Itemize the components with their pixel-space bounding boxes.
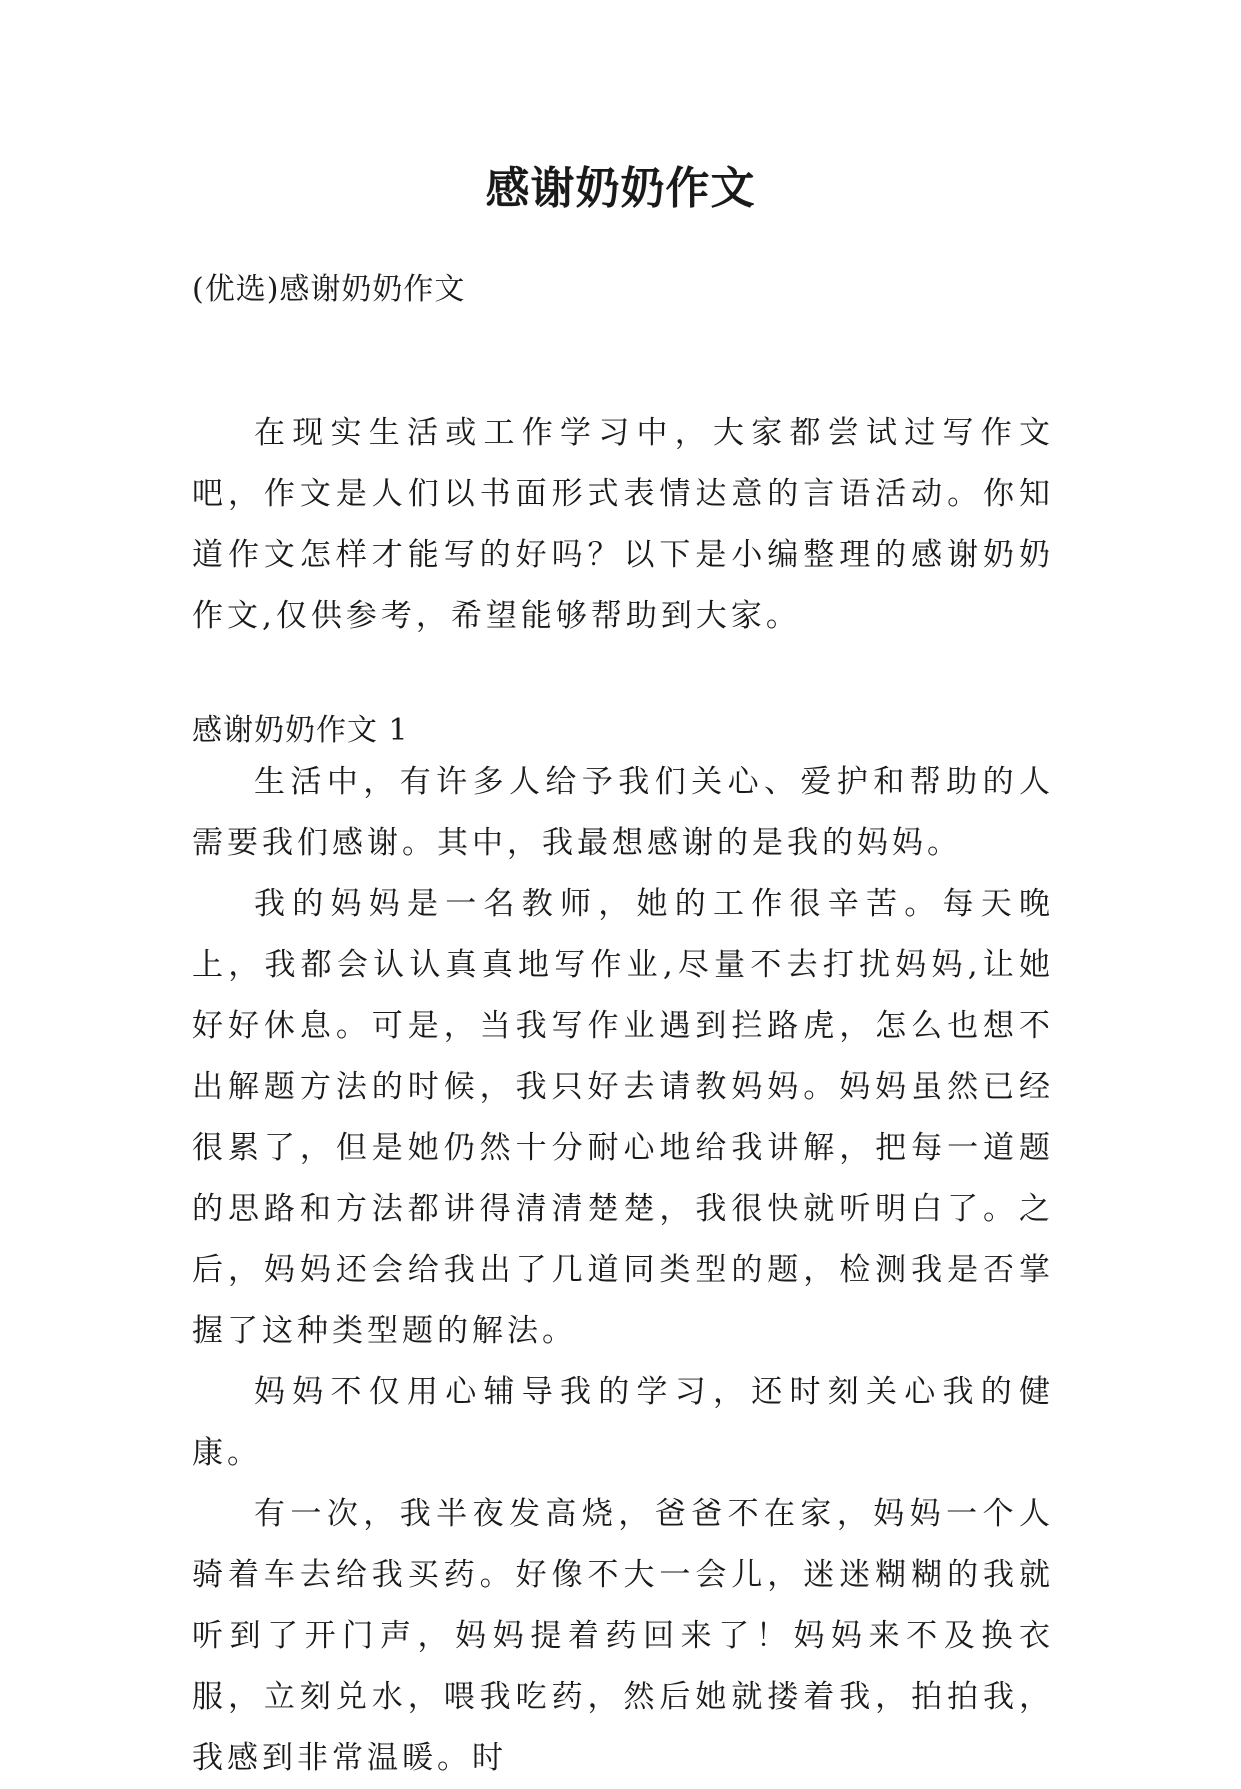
- story-paragraph: 妈妈不仅用心辅导我的学习，还时刻关心我的健康。: [192, 1374, 1054, 1471]
- story-body: [192, 752, 1054, 1789]
- story-paragraph: 有一次，我半夜发高烧，爸爸不在家，妈妈一个人骑着车去给我买药。好像不大一会儿，迷迷糊糊的我就听到了开门声，妈妈提着药回来了！妈妈来不及换衣服，立刻兑水，喂我吃药，然后她就搂着我，拍拍我，我感到非常温暖。时: [192, 1496, 1054, 1776]
- section-heading: 感谢奶奶作文 1: [192, 713, 409, 748]
- intro-paragraph: 在现实生活或工作学习中，大家都尝试过写作文吧，作文是人们以书面形式表情达意的言语活动。你知道作文怎样才能写的好吗？以下是小编整理的感谢奶奶作文,仅供参考，希望能够帮助到大家。: [192, 415, 1054, 634]
- document-subtitle: (优选)感谢奶奶作文: [192, 272, 466, 307]
- story-paragraph: 生活中，有许多人给予我们关心、爱护和帮助的人需要我们感谢。其中，我最想感谢的是我的妈妈。: [192, 764, 1054, 861]
- story-paragraph: 我的妈妈是一名教师，她的工作很辛苦。每天晚上，我都会认认真真地写作业,尽量不去打扰妈妈,让她好好休息。可是，当我写作业遇到拦路虎，怎么也想不出解题方法的时候，我只好去请教妈妈。妈妈虽然已经很累了，但是她仍然十分耐心地给我讲解，把每一道题的思路和方法都讲得清清楚楚，我很快就听明白了。之后，妈妈还会给我出了几道同类型的题，检测我是否掌握了这种类型题的解法。: [192, 886, 1054, 1349]
- document-title: 感谢奶奶作文: [485, 163, 756, 214]
